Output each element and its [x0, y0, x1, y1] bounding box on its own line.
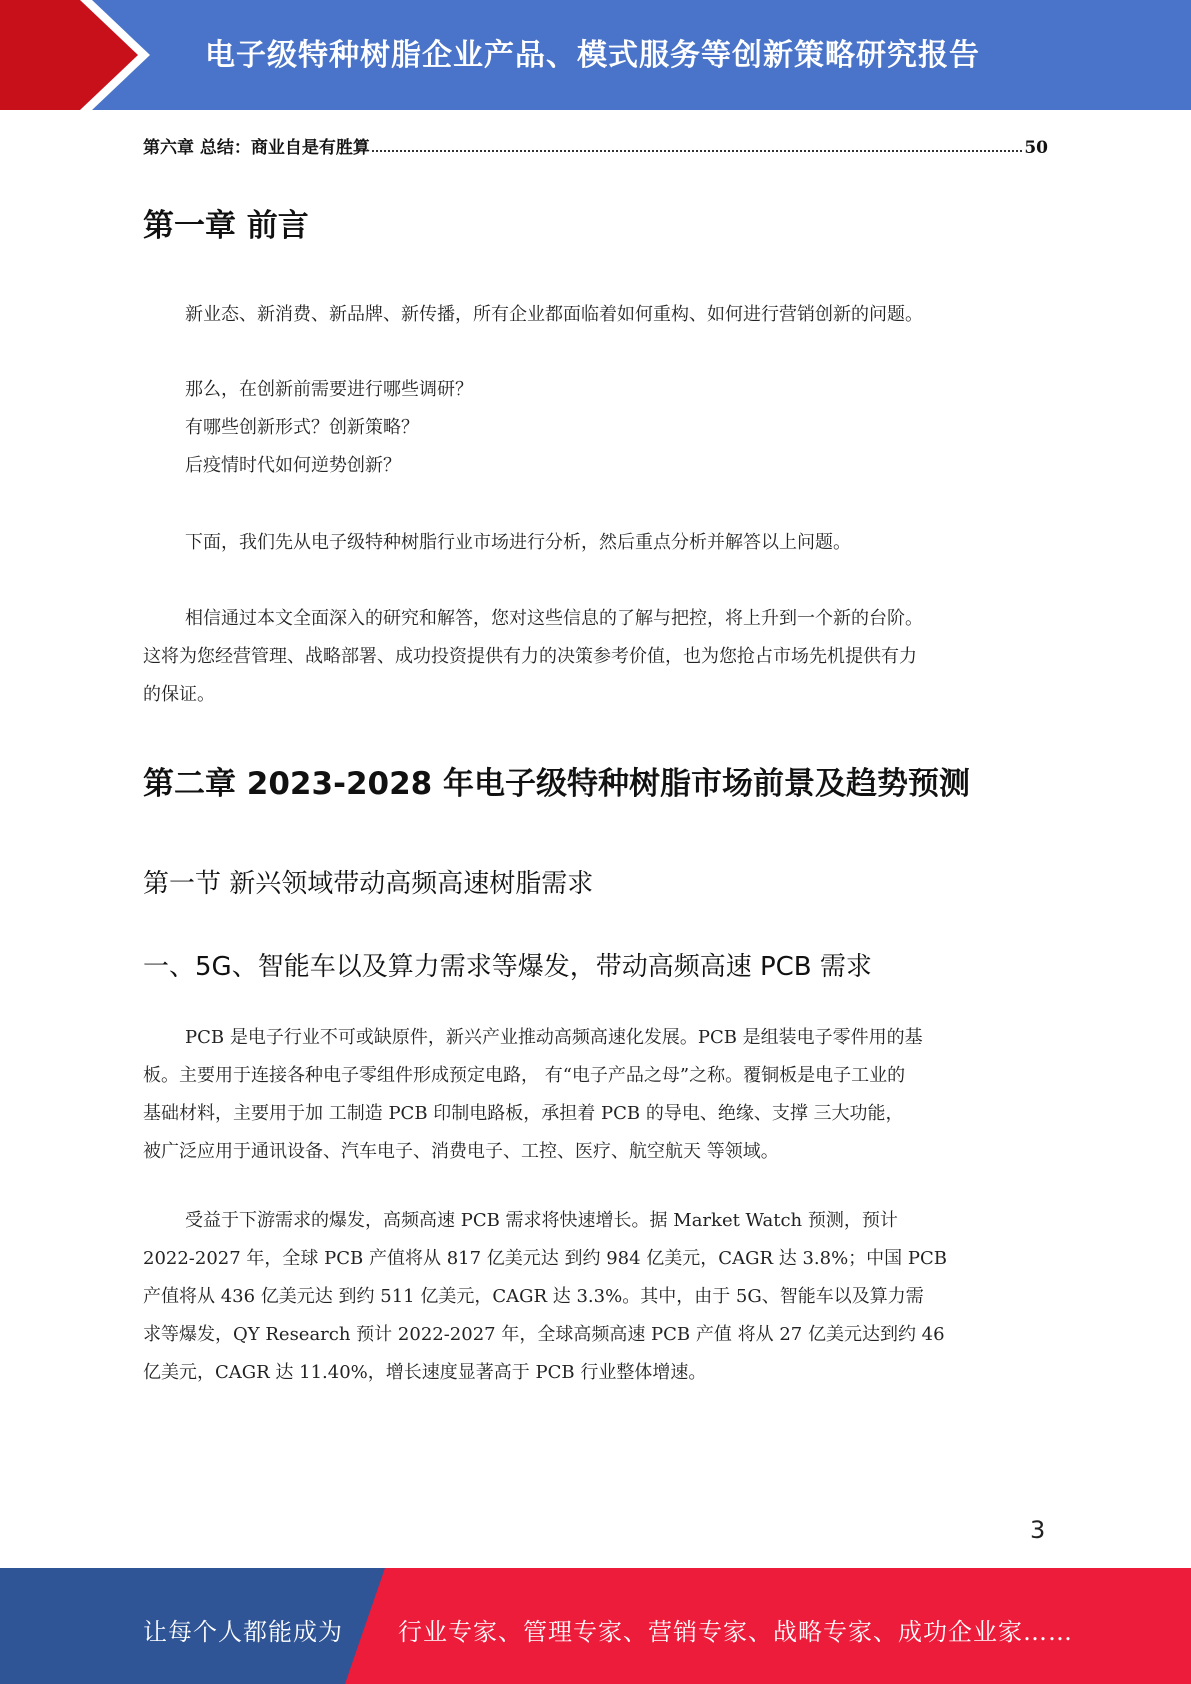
question-2: 有哪些创新形式？创新策略？ [185, 417, 419, 438]
toc-leader-dots [372, 150, 1022, 152]
chapter1-p3-line: 这将为您经营管理、战略部署、成功投资提供有力的决策参考价值，也为您抢占市场先机提供有力 [143, 646, 917, 667]
chapter2-subsection1-heading: 一、5G、智能车以及算力需求等爆发，带动高频高速 PCB 需求 [143, 952, 872, 982]
toc-entry[interactable] [143, 130, 1048, 158]
chapter2-p2-line: 受益于下游需求的爆发，高频高速 PCB 需求将快速增长。据 Market Watch 预测，预计 [185, 1210, 898, 1231]
chapter2-p1-line: 基础材料，主要用于加 工制造 PCB 印制电路板，承担着 PCB 的导电、绝缘、支撑 三大功能， [143, 1103, 904, 1124]
chapter1-p1-text: 新业态、新消费、新品牌、新传播，所有企业都面临着如何重构、如何进行营销创新的问题。 [185, 304, 923, 325]
report-header-banner [0, 0, 1191, 110]
footer-slogan-right: 行业专家、管理专家、营销专家、战略专家、成功企业家…… [398, 1618, 1073, 1646]
chapter1-heading: 第一章 前言 [143, 208, 309, 244]
question-1: 那么，在创新前需要进行哪些调研？ [185, 379, 473, 400]
chapter2-paragraph-1 [143, 1019, 1048, 1171]
chapter2-p2-line: 亿美元，CAGR 达 11.40%，增长速度显著高于 PCB 行业整体增速。 [143, 1362, 707, 1383]
chapter2-p2-line: 求等爆发，QY Research 预计 2022-2027 年，全球高频高速 PCB 产值 将从 27 亿美元达到约 46 [143, 1324, 945, 1345]
chapter2-paragraph-2 [143, 1202, 1048, 1392]
chapter1-p3-line: 相信通过本文全面深入的研究和解答，您对这些信息的了解与把控，将上升到一个新的台阶。 [185, 608, 923, 629]
chapter1-p2-text: 下面，我们先从电子级特种树脂行业市场进行分析，然后重点分析并解答以上问题。 [185, 532, 851, 553]
chapter2-heading: 第二章 2023-2028 年电子级特种树脂市场前景及趋势预测 [143, 766, 971, 802]
chapter2-p1-line: 被广泛应用于通讯设备、汽车电子、消费电子、工控、医疗、航空航天 等领域。 [143, 1141, 779, 1162]
chapter1-paragraph-1 [143, 296, 1048, 334]
chapter2-p1-line: 板。主要用于连接各种电子零组件形成预定电路， 有“电子产品之母”之称。覆铜板是电子工业的 [143, 1065, 906, 1086]
question-3: 后疫情时代如何逆势创新？ [185, 455, 401, 476]
toc-entry-label: 第六章 总结：商业自是有胜算 [143, 138, 370, 158]
chapter1-paragraph-3 [143, 600, 1048, 714]
footer-banner [0, 1568, 1191, 1684]
chapter2-p1-line: PCB 是电子行业不可或缺原件，新兴产业推动高频高速化发展。PCB 是组装电子零件用的基 [185, 1027, 923, 1048]
chapter2-p2-line: 产值将从 436 亿美元达 到约 511 亿美元，CAGR 达 3.3%。其中，由于 5G、智能车以及算力需 [143, 1286, 924, 1307]
chapter1-paragraph-2 [143, 524, 1048, 562]
chapter1-p3-line: 的保证。 [143, 684, 215, 705]
footer-slogan-left: 让每个人都能成为 [143, 1618, 343, 1646]
report-title: 电子级特种树脂企业产品、模式服务等创新策略研究报告 [205, 38, 980, 73]
page-number: 3 [1030, 1516, 1046, 1544]
chapter2-section1-heading: 第一节 新兴领域带动高频高速树脂需求 [143, 869, 594, 899]
chapter1-questions [143, 371, 1048, 485]
chapter2-p2-line: 2022-2027 年，全球 PCB 产值将从 817 亿美元达 到约 984 亿美元，CAGR 达 3.8%；中国 PCB [143, 1248, 948, 1269]
header-red-arrow-decoration [0, 0, 150, 110]
toc-entry-page: 50 [1024, 138, 1048, 158]
